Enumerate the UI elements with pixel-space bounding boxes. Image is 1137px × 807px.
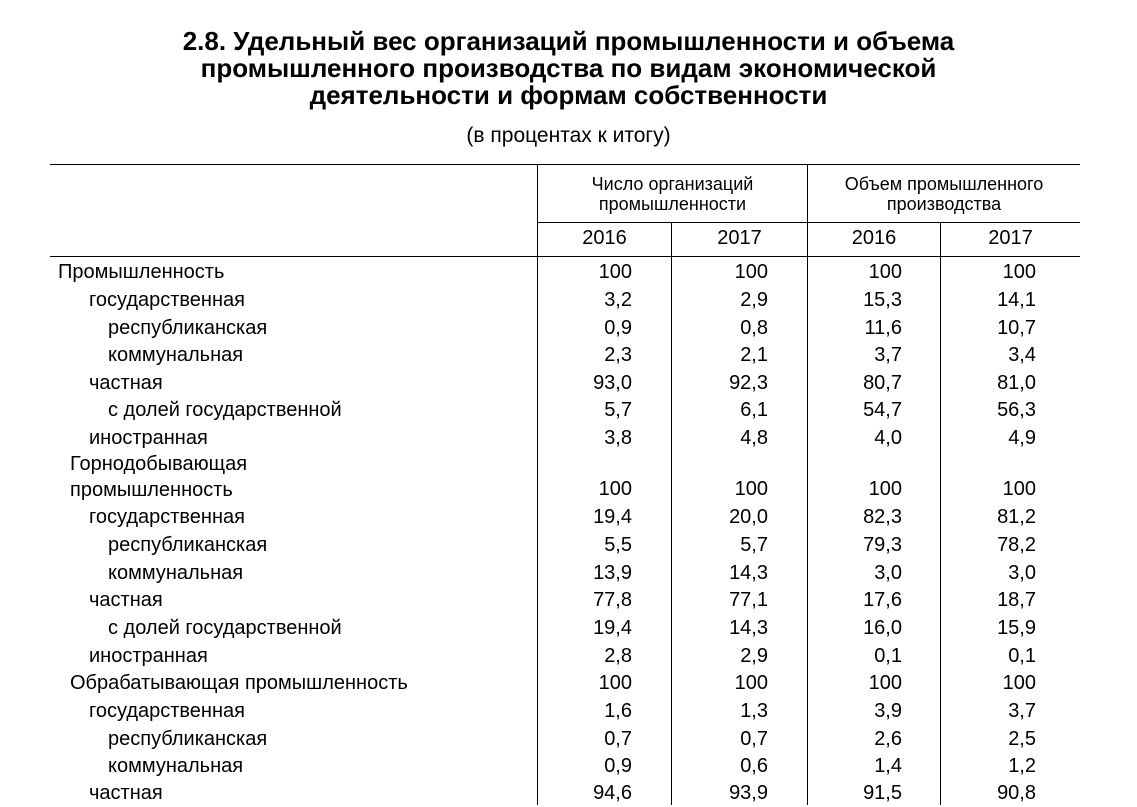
table-row [0,424,1137,452]
cell-value: 54,7 [863,399,902,421]
cell-value: 13,9 [593,562,632,584]
row-label: частная [89,782,163,804]
row-label: с долей государственной [108,399,342,421]
cell-value: 90,8 [997,782,1036,804]
row-label [70,451,247,503]
cell-value: 91,5 [863,782,902,804]
title-line-3: деятельности и формам собственности [309,80,828,110]
cell-value: 2,3 [604,344,632,366]
cell-value: 4,0 [874,427,902,449]
year-header: 2016 [851,227,897,249]
table-row [0,725,1137,753]
group-header-production [808,174,1080,214]
cell-value: 81,2 [997,506,1036,528]
table-row [0,369,1137,397]
cell-value: 81,0 [997,372,1036,394]
cell-value: 3,8 [604,427,632,449]
cell-value: 79,3 [863,534,902,556]
row-label: иностранная [89,645,208,667]
row-label: частная [89,372,163,394]
cell-value: 15,3 [863,289,902,311]
cell-value: 10,7 [997,317,1036,339]
cell-value: 2,9 [740,645,768,667]
cell-value: 78,2 [997,534,1036,556]
cell-value: 14,1 [997,289,1036,311]
cell-value: 0,7 [740,728,768,750]
cell-value: 92,3 [729,372,768,394]
year-header: 2017 [717,227,762,249]
cell-value: 100 [868,478,902,500]
table-row [0,531,1137,559]
cell-value: 100 [1002,478,1036,500]
group-header-line: производства [886,194,1002,214]
cell-value: 6,1 [740,399,768,421]
table-row [0,669,1137,697]
cell-value: 0,1 [1008,645,1036,667]
table-row [0,341,1137,369]
group-header-line: промышленности [598,194,747,214]
cell-value: 18,7 [997,589,1036,611]
row-label: Промышленность [58,261,225,283]
cell-value: 2,8 [604,645,632,667]
cell-value: 16,0 [863,617,902,639]
cell-value: 3,0 [874,562,902,584]
row-label: иностранная [89,427,208,449]
cell-value: 11,6 [864,317,902,339]
cell-value: 20,0 [729,506,768,528]
table-row [0,559,1137,587]
table-row [0,314,1137,342]
cell-value: 100 [734,478,768,500]
row-label-line: промышленность [70,479,233,501]
cell-value: 100 [598,261,632,283]
row-label-line: Горнодобывающая [70,453,248,475]
table-row [0,396,1137,424]
cell-value: 3,4 [1008,344,1036,366]
row-label: с долей государственной [108,617,342,639]
row-label: государственная [89,506,245,528]
table-row [0,503,1137,531]
table-row [0,286,1137,314]
table-row [0,586,1137,614]
cell-value: 100 [868,261,902,283]
cell-value: 14,3 [729,562,768,584]
cell-value: 3,7 [874,344,902,366]
cell-value: 82,3 [863,506,902,528]
cell-value: 0,9 [604,755,632,777]
cell-value: 1,4 [874,755,902,777]
cell-value: 2,5 [1008,728,1036,750]
cell-value: 100 [1002,261,1036,283]
header-bottom-rule [50,256,1080,257]
cell-value: 3,0 [1008,562,1036,584]
cell-value: 100 [734,672,768,694]
cell-value: 93,9 [729,782,768,804]
row-label: республиканская [108,317,268,339]
year-header: 2017 [988,227,1033,249]
cell-value: 77,8 [593,589,632,611]
row-label: частная [89,589,163,611]
cell-value: 3,2 [604,289,632,311]
table-row [0,258,1137,286]
group-header-organizations [538,174,807,214]
cell-value: 1,3 [740,700,768,722]
group-header-line: Число организаций [591,174,754,194]
cell-value: 56,3 [997,399,1036,421]
cell-value: 2,6 [874,728,902,750]
cell-value: 1,6 [604,700,632,722]
cell-value: 15,9 [997,617,1036,639]
row-label: республиканская [108,728,268,750]
cell-value: 77,1 [729,589,768,611]
cell-value: 100 [734,261,768,283]
table-row [0,752,1137,780]
group-header-line: Объем промышленного [844,174,1044,194]
cell-value: 2,9 [740,289,768,311]
row-label: коммунальная [108,344,244,366]
cell-value: 93,0 [593,372,632,394]
cell-value: 100 [598,672,632,694]
cell-value: 14,3 [729,617,768,639]
table-row [0,779,1137,807]
cell-value: 19,4 [593,617,632,639]
table-title [0,28,1137,109]
cell-value: 4,9 [1008,427,1036,449]
row-label: республиканская [108,534,268,556]
cell-value: 80,7 [863,372,902,394]
cell-value: 100 [598,478,632,500]
row-label: государственная [89,289,245,311]
cell-value: 5,7 [604,399,632,421]
units-note: (в процентах к итогу) [466,124,671,147]
cell-value: 5,7 [740,534,768,556]
cell-value: 0,8 [740,317,768,339]
cell-value: 0,1 [874,645,902,667]
cell-value: 3,9 [874,700,902,722]
header-group-rule [537,222,1080,223]
title-line-2: промышленного производства по видам экономической [200,53,937,83]
cell-value: 17,6 [863,589,902,611]
cell-value: 5,5 [604,534,632,556]
cell-value: 19,4 [593,506,632,528]
row-label: государственная [89,700,245,722]
table-row [0,642,1137,670]
cell-value: 0,6 [740,755,768,777]
header-top-rule [50,164,1080,165]
cell-value: 0,9 [604,317,632,339]
cell-value: 2,1 [740,344,768,366]
year-header: 2016 [582,227,627,249]
cell-value: 94,6 [593,782,632,804]
cell-value: 4,8 [740,427,768,449]
title-line-1: 2.8. Удельный вес организаций промышленности и объема [182,26,955,56]
table-row [0,614,1137,642]
cell-value: 100 [868,672,902,694]
table-row [0,451,1137,505]
row-label: Обрабатывающая промышленность [70,672,408,694]
row-label: коммунальная [108,755,244,777]
table-row [0,697,1137,725]
cell-value: 3,7 [1008,700,1036,722]
cell-value: 0,7 [604,728,632,750]
cell-value: 100 [1002,672,1036,694]
cell-value: 1,2 [1008,755,1036,777]
row-label: коммунальная [108,562,244,584]
